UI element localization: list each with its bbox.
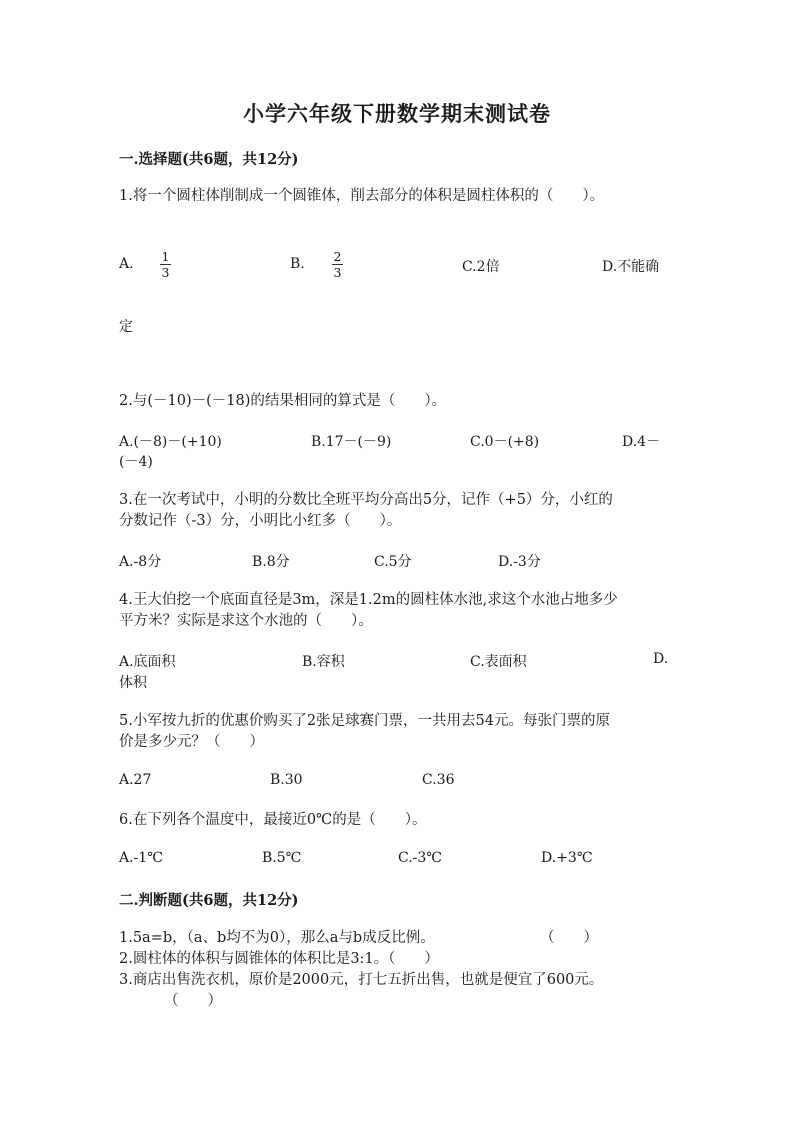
q6-option-d: D.+3℃	[541, 850, 593, 866]
q4-option-a: A.底面积	[119, 654, 176, 670]
fraction-numerator: 2	[333, 249, 342, 264]
q5-option-b: B.30	[270, 772, 303, 788]
judgement-2-stem: 2.圆柱体的体积与圆锥体的体积比是3:1。（ ）	[119, 951, 439, 967]
q4-option-d: D.	[653, 651, 669, 667]
fraction-denominator: 3	[333, 265, 342, 280]
q1-option-b-label: B.	[290, 256, 305, 272]
q4-option-c: C.表面积	[470, 654, 527, 670]
q2-option-a: A.(－8)－(+10)	[119, 434, 222, 450]
question-5-stem-line2: 价是多少元？（ ）	[119, 734, 264, 750]
q1-option-c: C.2倍	[462, 259, 500, 275]
question-4-stem-line2: 平方米？实际是求这个水池的（ ）。	[119, 613, 373, 629]
q6-option-c: C.-3℃	[398, 850, 442, 866]
q1-option-d: D.不能确	[602, 259, 660, 275]
q5-option-c: C.36	[422, 772, 455, 788]
question-3-stem-line2: 分数记作（-3）分，小明比小红多（ ）。	[119, 513, 402, 529]
q1-option-d-continued: 定	[119, 319, 133, 335]
q1-option-a-label: A.	[119, 256, 134, 272]
question-1-stem: 1.将一个圆柱体削制成一个圆锥体，削去部分的体积是圆柱体积的（ ）。	[119, 188, 605, 204]
fraction-numerator: 1	[161, 249, 170, 264]
question-4-stem-line1: 4.王大伯挖一个底面直径是3m，深是1.2m的圆柱体水池,求这个水池占地多少	[119, 592, 618, 608]
question-2-stem: 2.与(－10)－(－18)的结果相同的算式是（ ）。	[119, 393, 447, 409]
page-title: 小学六年级下册数学期末测试卷	[243, 101, 551, 126]
q1-option-a-fraction	[160, 250, 171, 279]
judgement-1-stem: 1.5a=b，（a、b均不为0），那么a与b成反比例。	[119, 930, 435, 946]
q3-option-a: A.-8分	[119, 554, 162, 570]
q2-option-b: B.17－(－9)	[311, 434, 392, 450]
q6-option-a: A.-1℃	[119, 850, 163, 866]
fraction-denominator: 3	[161, 265, 170, 280]
section-heading-choice: 一.选择题(共6题，共12分)	[119, 151, 299, 168]
q3-option-d: D.-3分	[498, 554, 541, 570]
section-heading-judgement: 二.判断题(共6题，共12分)	[119, 892, 299, 909]
question-3-stem-line1: 3.在一次考试中，小明的分数比全班平均分高出5分，记作（+5）分，小红的	[119, 492, 613, 508]
q2-option-d: D.4－	[622, 434, 661, 450]
question-6-stem: 6.在下列各个温度中，最接近0℃的是（ ）。	[119, 812, 427, 828]
q3-option-b: B.8分	[252, 554, 290, 570]
judgement-3-answer-blank: （ ）	[164, 993, 222, 1009]
q5-option-a: A.27	[119, 772, 152, 788]
q6-option-b: B.5℃	[262, 850, 302, 866]
q4-option-d-continued: 体积	[119, 675, 147, 691]
judgement-3-stem: 3.商店出售洗衣机，原价是2000元，打七五折出售，也就是便宜了600元。	[119, 972, 604, 988]
q3-option-c: C.5分	[374, 554, 412, 570]
q2-option-c: C.0－(+8)	[470, 434, 540, 450]
judgement-1-answer-blank: （ ）	[540, 930, 598, 946]
q2-option-d-continued: (－4)	[119, 454, 153, 470]
question-5-stem-line1: 5.小军按九折的优惠价购买了2张足球赛门票，一共用去54元。每张门票的原	[119, 713, 611, 729]
q1-option-b-fraction	[332, 250, 343, 279]
q4-option-b: B.容积	[302, 654, 345, 670]
